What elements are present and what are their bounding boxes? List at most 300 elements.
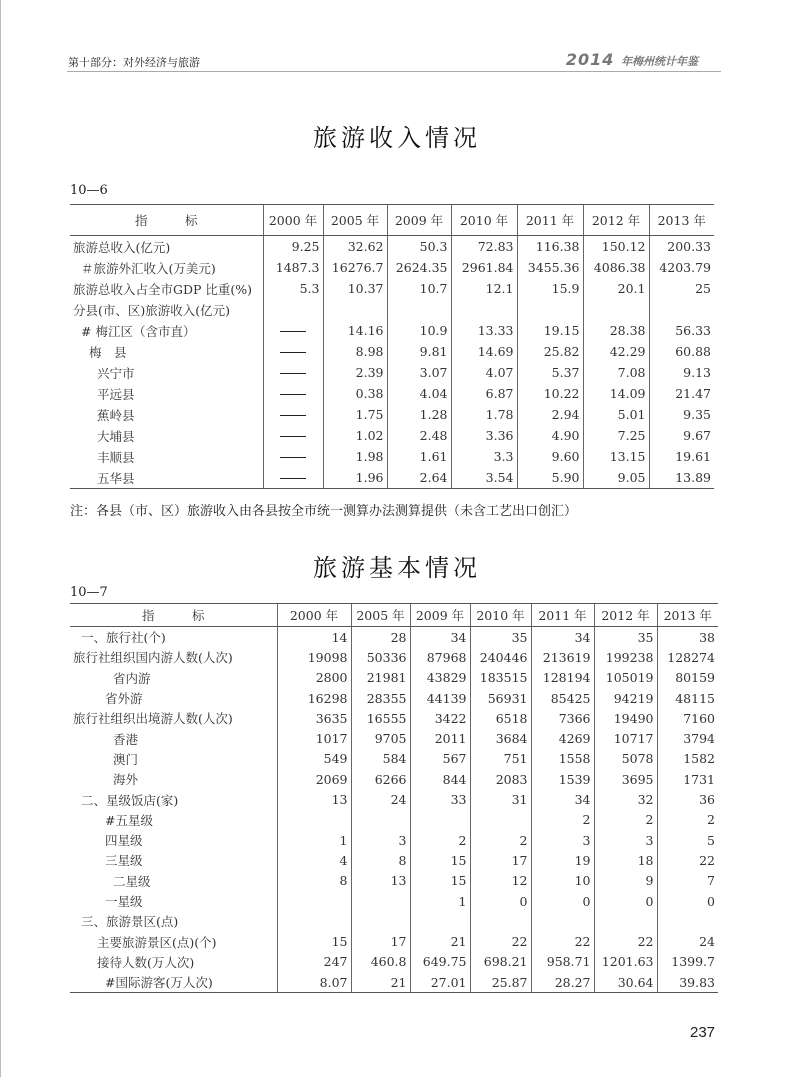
cell-value: 2.94	[517, 404, 583, 425]
dash-mark	[280, 331, 306, 332]
row-label: 旅游总收入(亿元)	[73, 239, 171, 255]
cell-value: 50.3	[387, 236, 451, 258]
cell-value: 3.36	[451, 425, 517, 446]
cell-value: 7.25	[583, 425, 649, 446]
column-header-year: 2005 年	[323, 205, 387, 236]
cell-value	[583, 299, 649, 320]
row-label: 五华县	[70, 467, 263, 489]
cell-value: 43829	[410, 668, 470, 688]
cell-value: 25	[649, 278, 714, 299]
cell-value: 12.1	[451, 278, 517, 299]
table-row	[70, 952, 718, 972]
row-label: 蕉岭县	[97, 407, 135, 423]
cell-value: 10.22	[517, 383, 583, 404]
table-row	[70, 647, 718, 667]
cell-value: 1487.3	[263, 257, 323, 278]
cell-value: 14	[277, 627, 351, 648]
not-available-dash	[263, 320, 323, 341]
cell-value: 13	[277, 789, 351, 809]
cell-value: 22	[594, 931, 657, 951]
cell-value: 44139	[410, 688, 470, 708]
cell-value: 1017	[277, 728, 351, 748]
cell-value	[470, 810, 531, 830]
cell-value: 3422	[410, 708, 470, 728]
cell-value: 16555	[351, 708, 410, 728]
row-label: 省内游	[113, 670, 151, 686]
table-row	[70, 891, 718, 911]
cell-value: 21	[351, 972, 410, 993]
cell-value: 34	[531, 789, 594, 809]
cell-value: 2961.84	[451, 257, 517, 278]
table1-title: 旅游收入情况	[313, 124, 481, 152]
cell-value: 1	[277, 830, 351, 850]
cell-value	[594, 911, 657, 931]
cell-value: 3.07	[387, 362, 451, 383]
row-label: 大埔县	[97, 428, 135, 444]
cell-value: 87968	[410, 647, 470, 667]
cell-value: 10.37	[323, 278, 387, 299]
cell-value: 3	[594, 830, 657, 850]
dash-mark	[280, 415, 306, 416]
cell-value: 2011	[410, 728, 470, 748]
cell-value: 15	[410, 850, 470, 870]
cell-value: 3794	[657, 728, 718, 748]
cell-value: 183515	[470, 668, 531, 688]
row-label: #国际游客(万人次)	[70, 972, 277, 993]
cell-value: 10717	[594, 728, 657, 748]
cell-value: 7.08	[583, 362, 649, 383]
table-row	[70, 830, 718, 850]
column-header-year: 2010 年	[470, 604, 531, 627]
not-available-dash	[263, 404, 323, 425]
cell-value: 567	[410, 749, 470, 769]
cell-value: 4.90	[517, 425, 583, 446]
cell-value: 3455.36	[517, 257, 583, 278]
dash-mark	[280, 394, 306, 395]
cell-value	[277, 911, 351, 931]
cell-value: 34	[410, 627, 470, 648]
cell-value: 10	[531, 871, 594, 891]
cell-value: 649.75	[410, 952, 470, 972]
table-row	[70, 299, 714, 320]
cell-value: 7160	[657, 708, 718, 728]
cell-value: 6518	[470, 708, 531, 728]
table-row	[70, 627, 718, 648]
cell-value: 128274	[657, 647, 718, 667]
cell-value: 9.60	[517, 446, 583, 467]
section-header: 第十部分：对外经济与旅游	[68, 56, 200, 69]
cell-value: 22	[531, 931, 594, 951]
cell-value: 10.7	[387, 278, 451, 299]
cell-value: 751	[470, 749, 531, 769]
cell-value: 19.61	[649, 446, 714, 467]
cell-value: 698.21	[470, 952, 531, 972]
cell-value: 0	[657, 891, 718, 911]
cell-value	[410, 911, 470, 931]
cell-value: 9.35	[649, 404, 714, 425]
cell-value: 56931	[470, 688, 531, 708]
cell-value: 2.48	[387, 425, 451, 446]
cell-value: 2.64	[387, 467, 451, 489]
cell-value: 18	[594, 850, 657, 870]
cell-value: 2	[410, 830, 470, 850]
table-row	[70, 278, 714, 299]
table-row	[70, 850, 718, 870]
row-label: 二星级	[113, 873, 151, 889]
table2-title: 旅游基本情况	[313, 554, 481, 582]
cell-value: 28.27	[531, 972, 594, 993]
cell-value: 15.9	[517, 278, 583, 299]
cell-value: 24	[351, 789, 410, 809]
table-row	[70, 749, 718, 769]
not-available-dash	[263, 425, 323, 446]
cell-value: 39.83	[657, 972, 718, 993]
table-row	[70, 425, 714, 446]
cell-value: 24	[657, 931, 718, 951]
cell-value: 13.15	[583, 446, 649, 467]
row-label: 三星级	[105, 853, 143, 869]
cell-value: 199238	[594, 647, 657, 667]
row-label: 分县(市、区)旅游收入(亿元)	[73, 302, 231, 318]
cell-value: 8.07	[277, 972, 351, 993]
cell-value: 5.3	[263, 278, 323, 299]
cell-value	[277, 810, 351, 830]
cell-value: 4269	[531, 728, 594, 748]
cell-value: 48115	[657, 688, 718, 708]
cell-value: 1539	[531, 769, 594, 789]
column-header-year: 2010 年	[451, 205, 517, 236]
cell-value: 32.62	[323, 236, 387, 258]
cell-value: 2.39	[323, 362, 387, 383]
cell-value: 4	[277, 850, 351, 870]
cell-value: 213619	[531, 647, 594, 667]
table-row	[70, 341, 714, 362]
cell-value: 9.13	[649, 362, 714, 383]
cell-value: 6.87	[451, 383, 517, 404]
row-label: 丰顺县	[97, 449, 135, 465]
not-available-dash	[263, 383, 323, 404]
cell-value: 240446	[470, 647, 531, 667]
cell-value: 13	[351, 871, 410, 891]
cell-value: 27.01	[410, 972, 470, 993]
cell-value: 1731	[657, 769, 718, 789]
cell-value: 31	[470, 789, 531, 809]
cell-value: 2800	[277, 668, 351, 688]
cell-value: 3684	[470, 728, 531, 748]
cell-value	[277, 891, 351, 911]
cell-value: 116.38	[517, 236, 583, 258]
cell-value: 19	[531, 850, 594, 870]
cell-value: 28.38	[583, 320, 649, 341]
cell-value: 5.37	[517, 362, 583, 383]
cell-value: 1.96	[323, 467, 387, 489]
cell-value: 3635	[277, 708, 351, 728]
cell-value: 35	[594, 627, 657, 648]
cell-value: 14.16	[323, 320, 387, 341]
table-row	[70, 362, 714, 383]
cell-value: 1	[410, 891, 470, 911]
cell-value	[410, 810, 470, 830]
row-label: 旅行社组织出境游人数(人次)	[73, 711, 233, 727]
row-label: 二、星级饭店(家)	[81, 792, 179, 808]
cell-value: 72.83	[451, 236, 517, 258]
dash-mark	[280, 373, 306, 374]
row-label: 海外	[113, 772, 139, 788]
table-row	[70, 972, 718, 993]
cell-value: 2083	[470, 769, 531, 789]
cell-value: 549	[277, 749, 351, 769]
cell-value: 20.1	[583, 278, 649, 299]
row-label: 主要旅游景区(点)(个)	[97, 934, 217, 950]
cell-value	[517, 299, 583, 320]
cell-value: 56.33	[649, 320, 714, 341]
cell-value: 14.69	[451, 341, 517, 362]
cell-value: 4086.38	[583, 257, 649, 278]
column-header-indicator: 指 标	[70, 205, 263, 236]
cell-value	[451, 299, 517, 320]
not-available-dash	[263, 446, 323, 467]
cell-value: 50336	[351, 647, 410, 667]
cell-value: 32	[594, 789, 657, 809]
cell-value: 9	[594, 871, 657, 891]
table-row	[70, 708, 718, 728]
cell-value: 9.81	[387, 341, 451, 362]
cell-value: 5.01	[583, 404, 649, 425]
table-row	[70, 911, 718, 931]
cell-value: 22	[657, 850, 718, 870]
table-row	[70, 320, 714, 341]
cell-value: 1.61	[387, 446, 451, 467]
table-row	[70, 789, 718, 809]
cell-value: 0.38	[323, 383, 387, 404]
dash-mark	[280, 352, 306, 353]
cell-value: 35	[470, 627, 531, 648]
table-row	[70, 446, 714, 467]
cell-value: 12	[470, 871, 531, 891]
cell-value: 200.33	[649, 236, 714, 258]
not-available-dash	[263, 341, 323, 362]
not-available-dash	[263, 467, 323, 489]
cell-value: 8	[351, 850, 410, 870]
row-label: #五星级	[105, 812, 153, 828]
cell-value: 105019	[594, 668, 657, 688]
cell-value: 19490	[594, 708, 657, 728]
column-header-indicator: 指 标	[70, 604, 277, 627]
tourism-basic-table	[70, 603, 718, 993]
cell-value: 1201.63	[594, 952, 657, 972]
column-header-year: 2009 年	[410, 604, 470, 627]
cell-value: 34	[531, 627, 594, 648]
cell-value: 3.3	[451, 446, 517, 467]
cell-value: 8.98	[323, 341, 387, 362]
cell-value: 10.9	[387, 320, 451, 341]
column-header-year: 2000 年	[263, 205, 323, 236]
cell-value	[351, 891, 410, 911]
cell-value: 28	[351, 627, 410, 648]
cell-value	[351, 911, 410, 931]
cell-value: 3695	[594, 769, 657, 789]
cell-value: 6266	[351, 769, 410, 789]
row-label: 一、旅行社(个)	[81, 630, 166, 646]
dash-mark	[280, 478, 306, 479]
table-row	[70, 467, 714, 489]
cell-value: 2	[594, 810, 657, 830]
cell-value: 33	[410, 789, 470, 809]
table-row	[70, 404, 714, 425]
cell-value: 9.67	[649, 425, 714, 446]
row-label: 兴宁市	[97, 365, 135, 381]
cell-value: 30.64	[594, 972, 657, 993]
column-header-year: 2011 年	[517, 205, 583, 236]
cell-value: 1.75	[323, 404, 387, 425]
cell-value: 42.29	[583, 341, 649, 362]
row-label: # 梅江区（含市直）	[81, 323, 196, 339]
cell-value: 21	[410, 931, 470, 951]
yearbook-title	[566, 50, 698, 69]
table-row	[70, 769, 718, 789]
cell-value: 14.09	[583, 383, 649, 404]
cell-value: 15	[410, 871, 470, 891]
row-label: ＃旅游外汇收入(万美元)	[81, 260, 216, 276]
page-number: 237	[690, 1024, 716, 1041]
column-header-year: 2012 年	[583, 205, 649, 236]
dash-mark	[280, 436, 306, 437]
cell-value: 19098	[277, 647, 351, 667]
table-row	[70, 236, 714, 258]
cell-value: 15	[277, 931, 351, 951]
cell-value: 3.54	[451, 467, 517, 489]
cell-value: 13.33	[451, 320, 517, 341]
cell-value	[351, 810, 410, 830]
cell-value: 36	[657, 789, 718, 809]
cell-value: 2	[531, 810, 594, 830]
not-available-dash	[263, 362, 323, 383]
cell-value: 3	[531, 830, 594, 850]
cell-value	[470, 911, 531, 931]
cell-value: 7366	[531, 708, 594, 728]
header-rule	[67, 71, 721, 72]
cell-value: 5078	[594, 749, 657, 769]
cell-value: 0	[470, 891, 531, 911]
row-label: 香港	[113, 731, 139, 747]
cell-value: 4.07	[451, 362, 517, 383]
row-label: 接待人数(万人次)	[97, 954, 195, 970]
column-header-year: 2011 年	[531, 604, 594, 627]
row-label: 四星级	[105, 833, 143, 849]
table-row	[70, 728, 718, 748]
cell-value: 85425	[531, 688, 594, 708]
cell-value: 9.05	[583, 467, 649, 489]
yearbook-name: 年梅州统计年鉴	[621, 55, 698, 68]
cell-value	[387, 299, 451, 320]
cell-value	[323, 299, 387, 320]
cell-value: 958.71	[531, 952, 594, 972]
cell-value: 1558	[531, 749, 594, 769]
cell-value: 17	[470, 850, 531, 870]
cell-value: 7	[657, 871, 718, 891]
cell-value: 21.47	[649, 383, 714, 404]
column-header-year: 2012 年	[594, 604, 657, 627]
cell-value: 150.12	[583, 236, 649, 258]
cell-value: 5.90	[517, 467, 583, 489]
table1-note: 注：各县（市、区）旅游收入由各县按全市统一测算办法测算提供（未含工艺出口创汇）	[70, 504, 578, 519]
row-label: 省外游	[105, 691, 143, 707]
cell-value: 1.98	[323, 446, 387, 467]
dash-mark	[280, 457, 306, 458]
cell-value: 1.02	[323, 425, 387, 446]
table-row	[70, 871, 718, 891]
row-label: 旅行社组织国内游人数(人次)	[73, 650, 233, 666]
table1-number: 10—6	[70, 183, 108, 198]
row-label: 旅游总收入占全市GDP 比重(%)	[73, 281, 253, 297]
cell-value: 128194	[531, 668, 594, 688]
cell-value: 1399.7	[657, 952, 718, 972]
cell-value: 1.28	[387, 404, 451, 425]
cell-value: 0	[531, 891, 594, 911]
cell-value: 25.87	[470, 972, 531, 993]
row-label: 三、旅游景区(点)	[81, 914, 179, 930]
cell-value: 4.04	[387, 383, 451, 404]
cell-value: 4203.79	[649, 257, 714, 278]
cell-value: 3	[351, 830, 410, 850]
cell-value: 38	[657, 627, 718, 648]
cell-value: 2624.35	[387, 257, 451, 278]
cell-value: 1582	[657, 749, 718, 769]
table2-number: 10—7	[70, 585, 108, 600]
column-header-year: 2005 年	[351, 604, 410, 627]
cell-value: 25.82	[517, 341, 583, 362]
cell-value: 94219	[594, 688, 657, 708]
cell-value: 460.8	[351, 952, 410, 972]
yearbook-year: 2014	[565, 50, 615, 69]
row-label: 一星级	[105, 894, 143, 909]
cell-value: 60.88	[649, 341, 714, 362]
column-header-year: 2009 年	[387, 205, 451, 236]
cell-value: 19.15	[517, 320, 583, 341]
cell-value: 28355	[351, 688, 410, 708]
table-row	[70, 668, 718, 688]
table-row	[70, 383, 714, 404]
cell-value: 2	[657, 810, 718, 830]
table-row	[70, 810, 718, 830]
table-row	[70, 688, 718, 708]
cell-value: 8	[277, 871, 351, 891]
row-label: 梅 县	[89, 344, 127, 360]
cell-value	[263, 299, 323, 320]
cell-value	[531, 911, 594, 931]
cell-value	[657, 911, 718, 931]
cell-value: 584	[351, 749, 410, 769]
cell-value: 22	[470, 931, 531, 951]
cell-value: 5	[657, 830, 718, 850]
cell-value	[649, 299, 714, 320]
table-row	[70, 931, 718, 951]
cell-value: 17	[351, 931, 410, 951]
cell-value: 2	[470, 830, 531, 850]
table-row	[70, 257, 714, 278]
column-header-year: 2013 年	[657, 604, 718, 627]
cell-value: 844	[410, 769, 470, 789]
cell-value: 0	[594, 891, 657, 911]
row-label: 平远县	[97, 386, 135, 402]
cell-value: 2069	[277, 769, 351, 789]
column-header-year: 2013 年	[649, 205, 714, 236]
column-header-year: 2000 年	[277, 604, 351, 627]
cell-value: 80159	[657, 668, 718, 688]
row-label: 澳门	[113, 751, 139, 767]
cell-value: 13.89	[649, 467, 714, 489]
cell-value: 9.25	[263, 236, 323, 258]
